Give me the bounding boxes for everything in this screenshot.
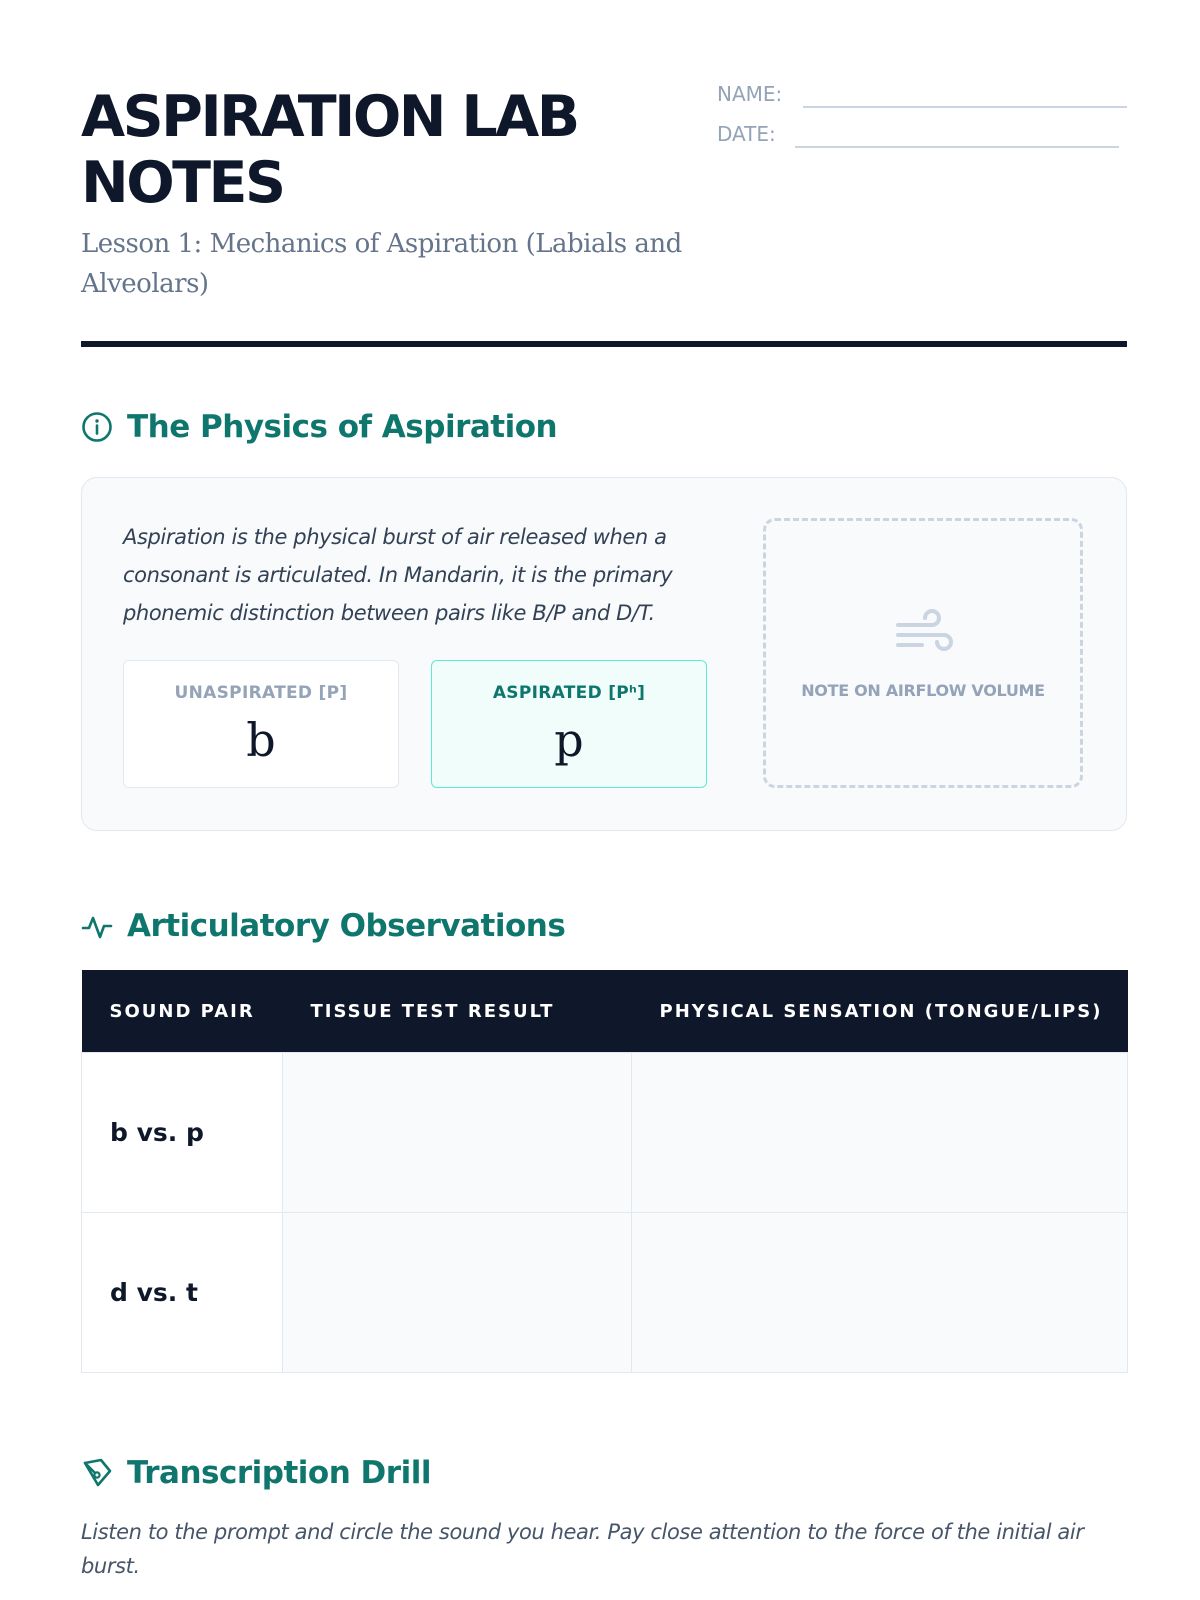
date-label: DATE:	[717, 122, 776, 146]
airflow-note-label: NOTE ON AIRFLOW VOLUME	[801, 681, 1045, 700]
table-header-row	[82, 970, 1128, 1053]
unaspirated-glyph: b	[246, 713, 276, 767]
activity-icon	[81, 910, 113, 942]
observations-heading: Articulatory Observations	[127, 908, 566, 944]
sound-pair-cell: b vs. p	[82, 1053, 283, 1213]
tissue-result-cell[interactable]	[283, 1213, 632, 1373]
airflow-note-box[interactable]	[763, 518, 1083, 788]
observations-table	[81, 970, 1128, 1373]
table-row	[82, 1053, 1128, 1213]
observations-section-heading	[81, 904, 1127, 948]
wind-icon	[892, 609, 956, 659]
unaspirated-label: UNASPIRATED [P]	[174, 683, 348, 703]
aspiration-description: Aspiration is the physical burst of air released when a consonant is articulated. In Mandarin, it is the primary phonemic distinction between pairs like B/P and D/T.	[123, 525, 673, 625]
column-header-physical-sensation: PHYSICAL SENSATION (TONGUE/LIPS)	[632, 970, 1128, 1053]
worksheet-page	[81, 0, 1127, 1600]
date-row	[717, 118, 1127, 154]
sound-pair-cell: d vs. t	[82, 1213, 283, 1373]
drill-heading: Transcription Drill	[127, 1455, 431, 1491]
tissue-result-cell[interactable]	[283, 1053, 632, 1213]
aspirated-glyph: p	[554, 713, 584, 767]
lesson-subtitle: Lesson 1: Mechanics of Aspiration (Labials and Alveolars)	[81, 229, 682, 299]
info-icon	[81, 411, 113, 443]
drill-instructions: Listen to the prompt and circle the sound you hear. Pay close attention to the force of the initial air burst.	[81, 1520, 1084, 1578]
worksheet-header	[81, 78, 1127, 348]
table-row	[82, 1213, 1128, 1373]
physics-heading: The Physics of Aspiration	[127, 409, 558, 445]
name-field[interactable]	[803, 106, 1127, 108]
sensation-cell[interactable]	[632, 1213, 1128, 1373]
sensation-cell[interactable]	[632, 1053, 1128, 1213]
date-field[interactable]	[795, 146, 1119, 148]
column-header-sound-pair: SOUND PAIR	[82, 970, 283, 1053]
drill-section-heading	[81, 1451, 1127, 1495]
column-header-tissue-test: TISSUE TEST RESULT	[283, 970, 632, 1053]
physics-card	[81, 477, 1127, 831]
physics-section-heading	[81, 405, 1127, 449]
header-divider	[81, 341, 1127, 347]
name-row	[717, 78, 1127, 114]
name-label: NAME:	[717, 82, 783, 106]
pen-tool-icon	[81, 1457, 113, 1489]
aspirated-label: ASPIRATED [Pʰ]	[492, 683, 646, 703]
unaspirated-card	[123, 660, 399, 788]
aspirated-card	[431, 660, 707, 788]
page-title: ASPIRATION LAB NOTES	[81, 84, 578, 216]
